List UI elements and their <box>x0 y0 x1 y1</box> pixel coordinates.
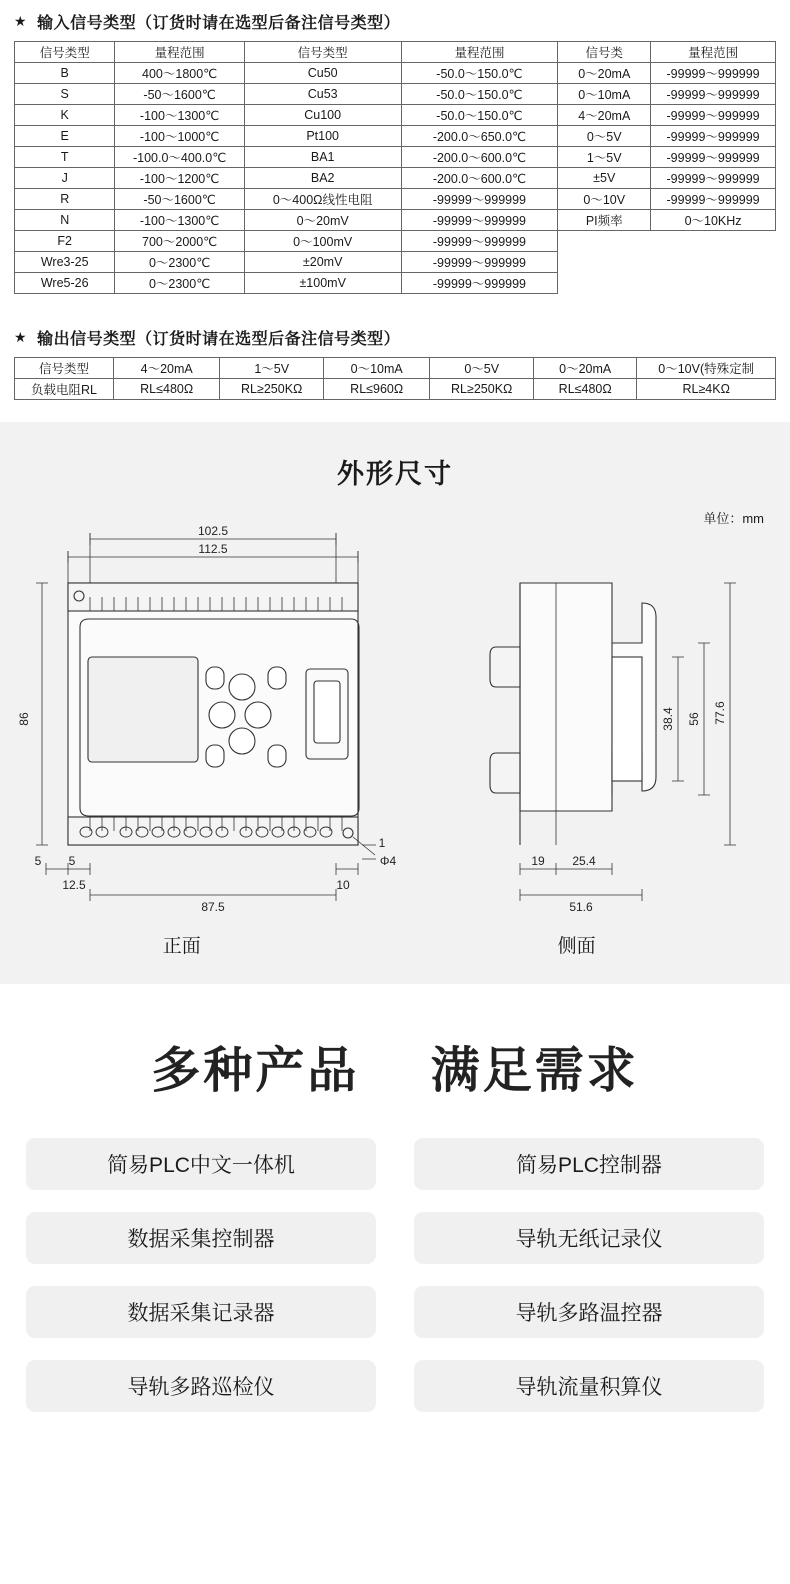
cell: -99999～999999 <box>651 147 776 168</box>
cell: 0～5V <box>558 126 651 147</box>
dim-left-small-2: 5 <box>68 854 76 868</box>
table-row <box>15 252 776 273</box>
table-row <box>15 168 776 189</box>
cell: 0～2300℃ <box>115 252 244 273</box>
cell: -50～1600℃ <box>115 189 244 210</box>
cell: N <box>15 210 115 231</box>
dim-width-inner: 102.5 <box>197 524 229 538</box>
cell: -99999～999999 <box>651 126 776 147</box>
dim-right-small: 10 <box>336 878 350 892</box>
cell: -99999～999999 <box>401 210 558 231</box>
product-item-3[interactable]: 导轨无纸记录仪 <box>414 1212 764 1264</box>
output-signal-table <box>14 357 776 400</box>
cell: 0～100mV <box>244 231 401 252</box>
products-section <box>0 984 790 1452</box>
cell: -50.0～150.0℃ <box>401 63 558 84</box>
cell: -99999～999999 <box>401 252 558 273</box>
dim-thickness-mark: 1 <box>378 836 386 850</box>
col-header: 量程范围 <box>115 42 244 63</box>
side-view-drawing <box>460 517 760 937</box>
cell: -99999～999999 <box>401 189 558 210</box>
cell: E <box>15 126 115 147</box>
cell: PI频率 <box>558 210 651 231</box>
cell: 0～400Ω线性电阻 <box>244 189 401 210</box>
dim-width-outer: 112.5 <box>198 542 228 556</box>
dim-depth-a: 19 <box>531 854 545 868</box>
cell: J <box>15 168 115 189</box>
cell: -99999～999999 <box>651 105 776 126</box>
cell: -99999～999999 <box>651 84 776 105</box>
table-row <box>15 231 776 252</box>
caption-front: 正面 <box>162 936 201 957</box>
cell: T <box>15 147 115 168</box>
cell-empty <box>651 273 776 294</box>
table-row <box>15 63 776 84</box>
dimension-drawings <box>0 497 790 927</box>
cell-empty <box>651 252 776 273</box>
cell: -200.0～600.0℃ <box>401 168 558 189</box>
cell: Cu50 <box>244 63 401 84</box>
cell: 1～5V <box>558 147 651 168</box>
input-signal-table <box>14 41 776 294</box>
product-item-7[interactable]: 导轨流量积算仪 <box>414 1360 764 1412</box>
cell: -99999～999999 <box>651 63 776 84</box>
cell: Wre3-25 <box>15 252 115 273</box>
cell: 700～2000℃ <box>115 231 244 252</box>
product-item-2[interactable]: 数据采集控制器 <box>26 1212 376 1264</box>
cell: -100～1200℃ <box>115 168 244 189</box>
cell: -200.0～600.0℃ <box>401 147 558 168</box>
cell: 0～10mA <box>558 84 651 105</box>
cell: 1～5V <box>220 358 323 379</box>
input-section-title: 输入信号类型（订货时请在选型后备注信号类型） <box>37 15 401 32</box>
cell: 0～20mA <box>558 63 651 84</box>
cell-empty <box>558 252 651 273</box>
dim-depth-total: 51.6 <box>569 900 593 914</box>
cell: Cu53 <box>244 84 401 105</box>
col-header: 信号类 <box>558 42 651 63</box>
row-header: 负载电阻RL <box>15 379 114 400</box>
cell: 0～20mV <box>244 210 401 231</box>
input-section-heading <box>0 0 790 41</box>
dim-hole-mark: Φ4 <box>379 854 397 868</box>
star-icon: ★ <box>14 13 28 29</box>
cell: 0～10KHz <box>651 210 776 231</box>
front-view-drawing <box>10 517 440 937</box>
cell: Cu100 <box>244 105 401 126</box>
col-header: 信号类型 <box>244 42 401 63</box>
output-section-title: 输出信号类型（订货时请在选型后备注信号类型） <box>37 331 401 348</box>
cell-empty <box>558 231 651 252</box>
cell-empty <box>651 231 776 252</box>
dimensions-title: 外形尺寸 <box>337 459 453 489</box>
cell: Pt100 <box>244 126 401 147</box>
product-item-5[interactable]: 导轨多路温控器 <box>414 1286 764 1338</box>
cell: ±100mV <box>244 273 401 294</box>
products-grid <box>0 1138 790 1412</box>
table-row <box>15 105 776 126</box>
product-item-0[interactable]: 简易PLC中文一体机 <box>26 1138 376 1190</box>
cell: -99999～999999 <box>401 231 558 252</box>
cell: R <box>15 189 115 210</box>
cell: B <box>15 63 115 84</box>
cell: 0～10V(特殊定制 <box>637 358 776 379</box>
cell: ±5V <box>558 168 651 189</box>
cell: RL≤960Ω <box>323 379 430 400</box>
cell: 0～20mA <box>533 358 636 379</box>
cell: -50.0～150.0℃ <box>401 105 558 126</box>
cell: Wre5-26 <box>15 273 115 294</box>
product-item-1[interactable]: 简易PLC控制器 <box>414 1138 764 1190</box>
cell: BA1 <box>244 147 401 168</box>
cell: RL≤480Ω <box>533 379 636 400</box>
col-header: 量程范围 <box>651 42 776 63</box>
table-row <box>15 42 776 63</box>
cell: -50.0～150.0℃ <box>401 84 558 105</box>
cell: 400～1800℃ <box>115 63 244 84</box>
cell: RL≥4KΩ <box>637 379 776 400</box>
product-item-4[interactable]: 数据采集记录器 <box>26 1286 376 1338</box>
cell: 0～10mA <box>323 358 430 379</box>
table-row <box>15 147 776 168</box>
dim-side-inner: 38.4 <box>661 707 675 731</box>
cell: 4～20mA <box>558 105 651 126</box>
cell: S <box>15 84 115 105</box>
cell: RL≤480Ω <box>113 379 220 400</box>
unit-note: 单位：mm <box>703 511 764 526</box>
table-row <box>15 189 776 210</box>
cell: K <box>15 105 115 126</box>
cell: -99999～999999 <box>401 273 558 294</box>
input-table-wrap <box>0 41 790 294</box>
cell-empty <box>558 273 651 294</box>
cell: -100.0～400.0℃ <box>115 147 244 168</box>
cell: 0～10V <box>558 189 651 210</box>
products-title-right: 满足需求 <box>430 1044 639 1098</box>
cell: 4～20mA <box>113 358 220 379</box>
cell: 0～2300℃ <box>115 273 244 294</box>
dim-left-small-1: 5 <box>34 854 42 868</box>
cell: -50～1600℃ <box>115 84 244 105</box>
cell: -99999～999999 <box>651 168 776 189</box>
table-row <box>15 126 776 147</box>
table-row <box>15 210 776 231</box>
dim-side-outer: 77.6 <box>713 701 727 725</box>
row-header: 信号类型 <box>15 358 114 379</box>
products-title <box>0 1032 790 1102</box>
star-icon: ★ <box>14 329 28 345</box>
cell: RL≥250KΩ <box>430 379 533 400</box>
dim-side-mid: 56 <box>687 712 701 726</box>
cell: -100～1300℃ <box>115 210 244 231</box>
dim-depth-b: 25.4 <box>572 854 596 868</box>
cell: F2 <box>15 231 115 252</box>
output-section-heading <box>0 316 790 357</box>
table-row <box>15 273 776 294</box>
cell: RL≥250KΩ <box>220 379 323 400</box>
cell: -99999～999999 <box>651 189 776 210</box>
dim-height: 86 <box>17 712 31 726</box>
dim-bottom-span: 87.5 <box>201 900 225 914</box>
caption-side: 侧面 <box>557 936 596 957</box>
table-row <box>15 379 776 400</box>
cell: 0～5V <box>430 358 533 379</box>
cell: -100～1300℃ <box>115 105 244 126</box>
products-title-left: 多种产品 <box>151 1044 360 1098</box>
product-item-6[interactable]: 导轨多路巡检仪 <box>26 1360 376 1412</box>
cell: -200.0～650.0℃ <box>401 126 558 147</box>
cell: BA2 <box>244 168 401 189</box>
output-table-wrap <box>0 357 790 400</box>
table-row <box>15 358 776 379</box>
dim-left-small-3: 12.5 <box>62 878 86 892</box>
col-header: 信号类型 <box>15 42 115 63</box>
table-row <box>15 84 776 105</box>
cell: -100～1000℃ <box>115 126 244 147</box>
col-header: 量程范围 <box>401 42 558 63</box>
cell: ±20mV <box>244 252 401 273</box>
dimensions-section <box>0 422 790 984</box>
